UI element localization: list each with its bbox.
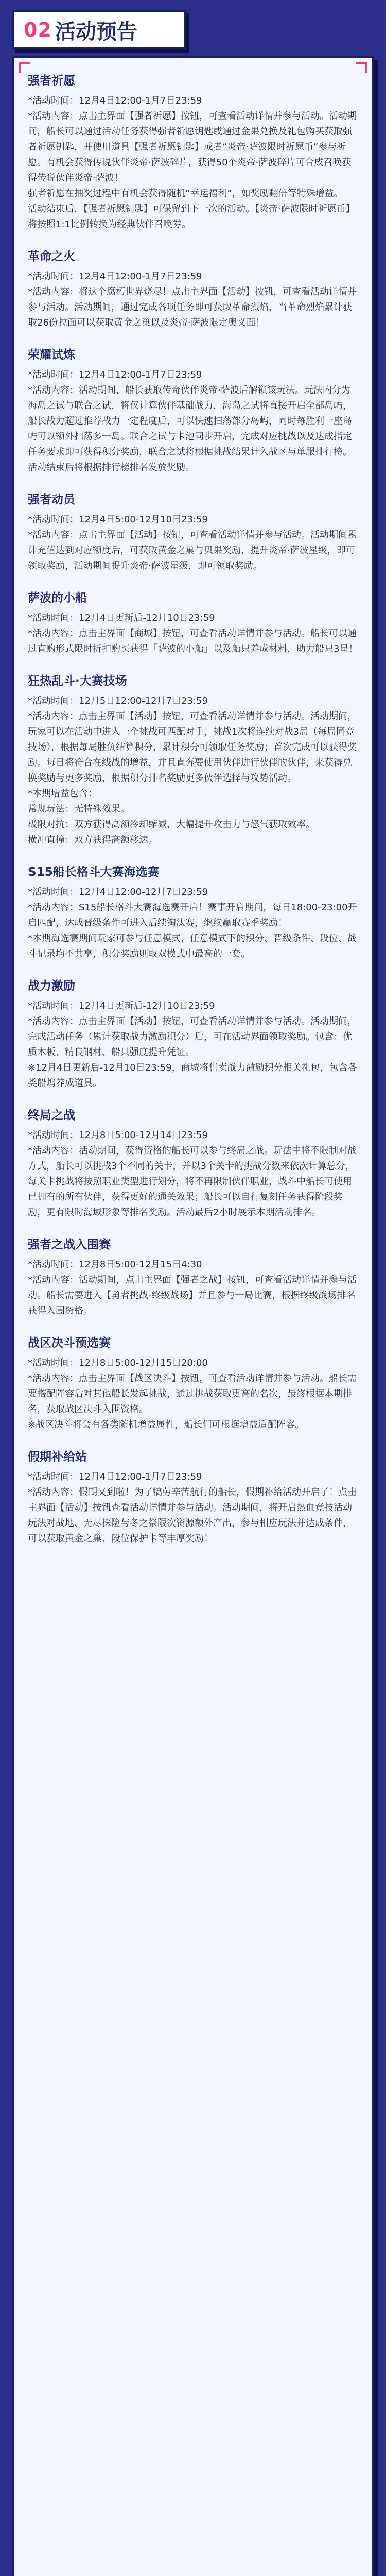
event-title: 荣耀试炼 <box>28 348 75 362</box>
event-text-line: *活动时间：12月4日更新后-12月10日23:59 <box>28 1001 215 1011</box>
event-block <box>28 345 358 476</box>
event-block <box>28 1235 358 1319</box>
event-text-line: 活动结束后，【强者祈愿钥匙】可保留到下一次的活动。【炎帝·萨波限时祈愿币】将按照1:1比例转换为经典伙伴召唤券。 <box>28 204 355 230</box>
event-text-line: *活动时间：12月8日5:00-12月14日23:59 <box>28 1130 208 1141</box>
event-title: 终局之战 <box>28 1109 75 1122</box>
event-text-line: *活动内容：S15船长格斗大赛海选赛开启！赛事开启期间，每日18:00-23:00开启匹配，达成晋级条件可进入后续淘汰赛，继续赢取赛季奖励！ <box>28 902 357 928</box>
event-text-line: *活动内容：点击主界面【活动】按钮，可查看活动详情并参与活动。活动期间累计充值达到对应额度后，可获取黄金之巢与贝果奖励，提升炎帝·萨波星级，即可领取奖励，活动期间提升炎帝·萨波星级，即可领取奖励。 <box>28 530 357 571</box>
event-text-line: *活动内容：将这个腐朽世界烧尽！点击主界面【活动】按钮，可查看活动详情并参与活动。活动期间，通过完成各项任务即可获取革命烈焰，当革命烈焰累计获取26份拉面可以获取黄金之巢以及炎帝·萨波限定奥义面！ <box>28 286 357 328</box>
event-block <box>28 862 358 962</box>
event-text-line: *活动时间：12月4日12:00-1月7日23:59 <box>28 271 202 282</box>
event-block <box>28 1447 358 1547</box>
event-text-line: *活动内容：假期又到啦！为了犒劳辛苦航行的船长，假期补给活动开启了！点击主界面【活动】按钮查看活动详情并参与活动。活动期间，将开启热血竞技活动玩法对战地、无尽探险与冬之祭限次资源额外产出，参与相应玩法并达成条件，可以获取黄金之巢、段位保护卡等丰厚奖励！ <box>28 1487 357 1544</box>
event-title: 强者动员 <box>28 493 75 506</box>
event-title: 战区决斗预选赛 <box>28 1336 111 1350</box>
event-text-line: *活动时间：12月4日12:00-1月7日23:59 <box>28 369 202 380</box>
corner-decoration <box>19 62 30 73</box>
event-block <box>28 976 358 1091</box>
events-list <box>28 71 358 1547</box>
event-title: 革命之火 <box>28 250 75 263</box>
event-text-line: 强者祈愿在抽奖过程中有机会获得随机“幸运福利”，如奖励翻倍等特殊增益。 <box>28 188 343 199</box>
event-text-line: *活动时间：12月4日5:00-12月10日23:59 <box>28 514 208 525</box>
event-text-line: *活动内容：点击主界面【强者祈愿】按钮，可查看活动详情并参与活动。活动期间，船长可以通过活动任务获得强者祈愿钥匙或通过金果兑换及礼包购买获取强者祈愿钥匙，并使用道具【强者祈愿钥匙】或者“炎帝·萨波限时祈愿币”参与祈愿。有机会获得传说伙伴炎帝·萨波碎片，获得50个炎帝·萨波碎片可合成召唤获得传说伙伴炎帝·萨波！ <box>28 111 357 183</box>
section-title: 活动预告 <box>55 20 137 44</box>
event-text-line: *活动内容：活动期间，获得资格的船长可以参与终局之战。玩法中将不限制对战方式，船长可以挑战3个不同的关卡，并以3个关卡的挑战分数来依次计算总分，每关卡挑战将按照职业类型进行划分，将不再限制伙伴职业，战斗中船长可使用已拥有的所有伙伴，获得更好的通关效果；船长可以自行复刻任务获得阶段奖励，更有限时海域形象等排名奖励。活动最后2小时展示本期活动排名。 <box>28 1145 357 1218</box>
event-title: 假期补给站 <box>28 1450 87 1464</box>
event-block <box>28 247 358 331</box>
event-text-line: *活动时间：12月4日更新后-12月10日23:59 <box>28 613 215 623</box>
event-text-line: *活动时间：12月5日12:00-12月7日23:59 <box>28 696 208 706</box>
event-text-line: *活动内容：活动期间，船长获取传奇伙伴炎帝·萨波后解锁该玩法。玩法内分为海岛之试与联合之试，将仅计算伙伴基础战力，海岛之试将直接开启全部岛屿，船长战力超过推荐战力一定程度后，可以快速扫荡部分岛屿，同时每胜利一座岛屿可以额外扫荡多一岛。联合之试与卡池同步开启，完成对应挑战以及达成指定任务要求即可获得积分奖励，联合之试将根据挑战结果计入战区与单服排行榜。活动结束后将根据排行榜排名发放奖励。 <box>28 385 352 473</box>
event-text-line: 常规玩法：无特殊效果。 <box>28 804 130 815</box>
corner-decoration <box>356 62 367 73</box>
activities-panel <box>12 56 374 2576</box>
event-block <box>28 1333 358 1433</box>
event-title: S15船长格斗大赛海选赛 <box>28 866 160 879</box>
event-title: 强者祈愿 <box>28 74 75 88</box>
event-block <box>28 1106 358 1221</box>
event-title: 战力激励 <box>28 979 75 993</box>
event-text-line: *活动内容：点击主界面【活动】按钮，可查看活动详情并参与活动。活动期间，完成活动任务（累计获取战力激励积分）后，可在活动界面领取奖励。包含：优质木板、精良钢材、船只强度提升凭证。 <box>28 1016 357 1058</box>
event-text-line: *活动时间：12月8日5:00-12月15日4:30 <box>28 1259 202 1270</box>
event-text-line: *活动时间：12月4日12:00-12月7日23:59 <box>28 887 208 897</box>
section-header-activities <box>12 10 186 49</box>
event-text-line: *活动内容：点击主界面【商城】按钮，可查看活动详情并参与活动。船长可以通过直购形式限时折扣购买获得「萨波的小船」以及船只养成材料，助力船只3星！ <box>28 628 358 654</box>
event-text-line: *活动内容：点击主界面【活动】按钮，可查看活动详情并参与活动。活动期间，玩家可以在活动中进入一个挑战可匹配对手，挑战1次将连续对战3局（每局同竞技场），根据每局胜负结算积分，累计积分可领取任务奖励；首次完成可以获得奖励。每日将符合在线战的增益，并且直奔要使用伙伴进行伙伴的伙伴，来获得兑换奖励与更多奖励，根据积分排名奖励更多伙伴选择与攻势活动。 <box>28 711 357 784</box>
event-text-line: *本期增益包含： <box>28 788 97 799</box>
event-block <box>28 490 358 574</box>
event-text-line: *活动时间：12月4日12:00-1月7日23:59 <box>28 95 202 106</box>
event-block <box>28 588 358 657</box>
event-text-line: *活动时间：12月8日5:00-12月15日20:00 <box>28 1358 208 1368</box>
event-text-line: 横冲直撞：双方获得高额移速。 <box>28 835 157 845</box>
event-text-line: 极限对抗：双方获得高额冷却缩减，大幅提升攻击力与怒气获取效率。 <box>28 819 315 830</box>
event-title: 狂热乱斗·大赛技场 <box>28 674 127 688</box>
event-text-line: *活动内容：活动期间，点击主界面【强者之战】按钮，可查看活动详情并参与活动。船长需要进入【勇者挑战-终级战场】并且参与一局比赛，根据终级战场排名获得入围资格。 <box>28 1275 357 1316</box>
event-text-line: *本期海选赛期间玩家可参与任意模式，任意模式下的积分、晋级条件、段位、战斗记录均不共享，积分奖励则取双模式中最高的一套。 <box>28 933 357 959</box>
section-number: 02 <box>24 19 52 41</box>
event-title: 强者之战入围赛 <box>28 1238 111 1251</box>
event-title: 萨波的小船 <box>28 591 87 605</box>
event-block <box>28 71 358 232</box>
event-text-line: *活动内容：点击主界面【战区决斗】按钮，可查看活动详情并参与活动。船长需要搭配阵容后对其他船长发起挑战，通过挑战获取更高的名次，最终根据本期排名，获取战区决斗入围资格。 <box>28 1373 357 1415</box>
event-text-line: *活动时间：12月4日12:00-1月7日23:59 <box>28 1471 202 1482</box>
event-block <box>28 671 358 848</box>
event-text-line: ※12月4日更新后-12月10日23:59，商城将售卖战力激励积分相关礼包，包含各类船坞养成道具。 <box>28 1062 357 1089</box>
event-text-line: ※战区决斗将会有各类随机增益属性，船长们可根据增益适配阵容。 <box>28 1419 305 1430</box>
